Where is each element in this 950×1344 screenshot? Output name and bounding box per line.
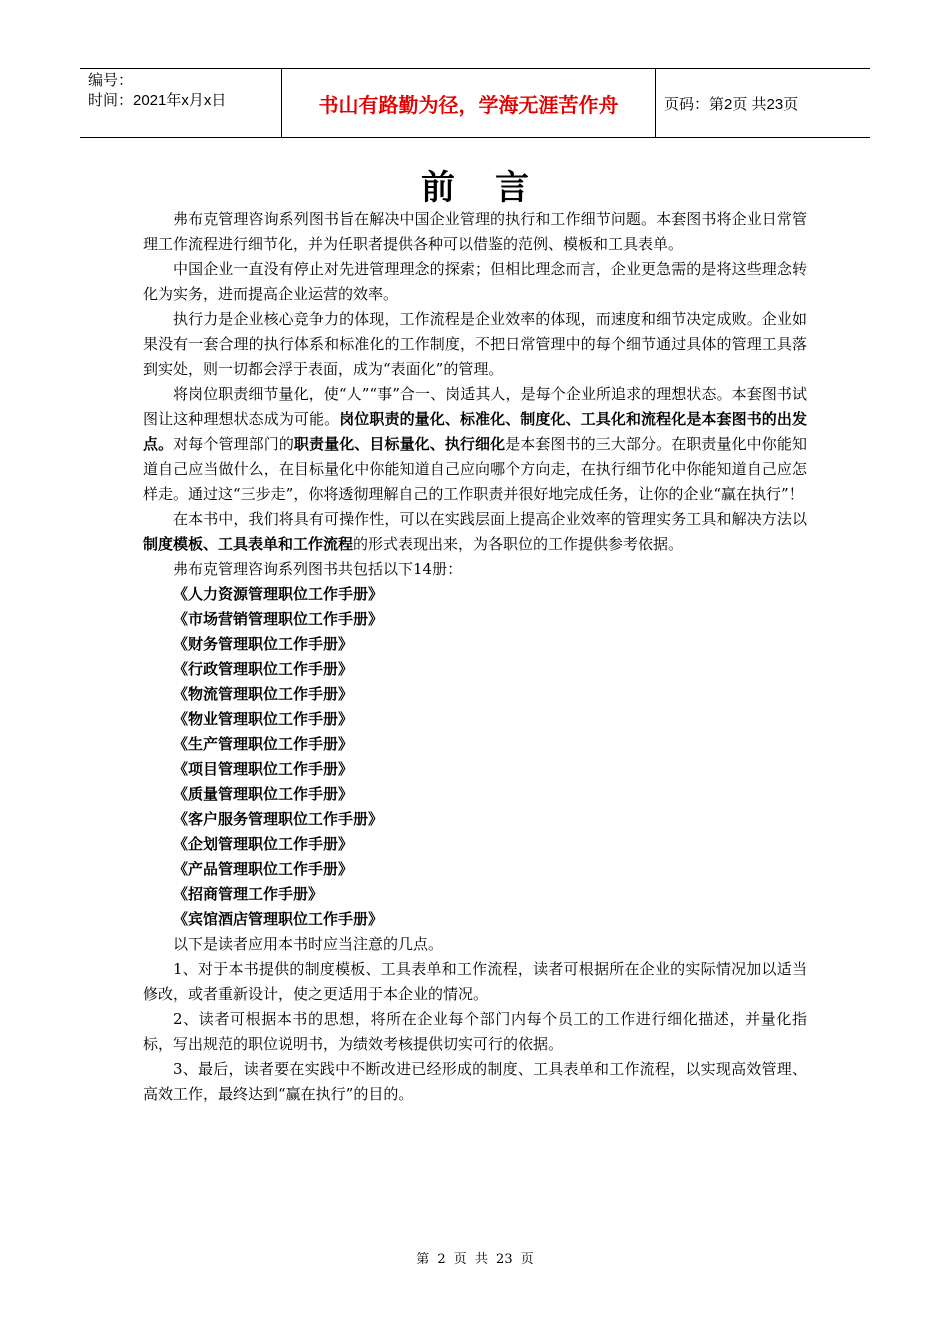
book-title: 《客户服务管理职位工作手册》 <box>173 810 384 828</box>
book-title: 《行政管理职位工作手册》 <box>173 660 354 678</box>
paragraph <box>143 507 807 557</box>
date-label: 时间：2021年x月x日 <box>88 92 227 109</box>
paragraph <box>143 382 807 507</box>
document-body <box>143 207 807 1107</box>
header-page-info: 页码：第2页 共23页 <box>664 95 799 113</box>
paragraph: 弗布克管理咨询系列图书旨在解决中国企业管理的执行和工作细节问题。本套图书将企业日常管理工作流程进行细节化，并为任职者提供各种可以借鉴的范例、模板和工具表单。 <box>143 210 807 253</box>
serial-label: 编号： <box>88 72 134 89</box>
book-title: 《企划管理职位工作手册》 <box>173 835 354 853</box>
note-item: 3、最后，读者要在实践中不断改进已经形成的制度、工具表单和工作流程，以实现高效管理、高效工作，最终达到“赢在执行”的目的。 <box>143 1060 807 1103</box>
page-footer: 第 2 页 共 23 页 <box>416 1252 534 1267</box>
book-title: 《宾馆酒店管理职位工作手册》 <box>173 910 384 928</box>
book-title: 《质量管理职位工作手册》 <box>173 785 354 803</box>
text-run: 将岗位职责细节量化，使“人”“事”合一、岗适其人，是每个企业所追求的理想状态。本套图书试图让这种理想状态成为可能。 <box>143 385 807 428</box>
bold-text-run: 岗位职责的量化、标准化、制度化、工具化和流程化是本套图书的出发点。 <box>143 410 807 453</box>
page-title: 前言 <box>421 168 569 208</box>
note-item: 1、对于本书提供的制度模板、工具表单和工作流程，读者可根据所在企业的实际情况加以适当修改，或者重新设计，使之更适用于本企业的情况。 <box>143 960 807 1003</box>
book-title: 《市场营销管理职位工作手册》 <box>173 610 384 628</box>
paragraph: 弗布克管理咨询系列图书共包括以下14册： <box>173 560 463 578</box>
page-header <box>80 68 870 138</box>
note-item: 2、读者可根据本书的思想，将所在企业每个部门内每个员工的工作进行细化描述，并量化指标，写出规范的职位说明书，为绩效考核提供切实可行的依据。 <box>143 1010 807 1053</box>
book-title: 《人力资源管理职位工作手册》 <box>173 585 384 603</box>
paragraph: 以下是读者应用本书时应当注意的几点。 <box>173 935 444 953</box>
paragraph: 执行力是企业核心竞争力的体现，工作流程是企业效率的体现，而速度和细节决定成败。企业如果没有一套合理的执行体系和标准化的工作制度，不把日常管理中的每个细节通过具体的管理工具落到实处，则一切都会浮于表面，成为“表面化”的管理。 <box>143 310 807 378</box>
book-title: 《项目管理职位工作手册》 <box>173 760 354 778</box>
header-meta <box>80 69 281 137</box>
text-run: 的形式表现出来，为各职位的工作提供参考依据。 <box>353 535 684 553</box>
text-run: 在本书中，我们将具有可操作性，可以在实践层面上提高企业效率的管理实务工具和解决方法以 <box>173 510 807 528</box>
book-title: 《物流管理职位工作手册》 <box>173 685 354 703</box>
book-title: 《物业管理职位工作手册》 <box>173 710 354 728</box>
text-run: 对每个管理部门的 <box>173 435 294 453</box>
book-title: 《生产管理职位工作手册》 <box>173 735 354 753</box>
book-title: 《财务管理职位工作手册》 <box>173 635 354 653</box>
book-title: 《产品管理职位工作手册》 <box>173 860 354 878</box>
bold-text-run: 制度模板、工具表单和工作流程 <box>143 535 354 553</box>
text-run: 是本套图书的三大部分。在职责量化中你能知道自己应当做什么，在目标量化中你能知道自己应向哪个方向走，在执行细节化中你能知道自己应怎样走。通过这“三步走”，你将透彻理解自己的工作职责并很好地完成任务，让你的企业“赢在执行”！ <box>143 435 807 503</box>
header-motto: 书山有路勤为径，学海无涯苦作舟 <box>281 69 656 137</box>
book-title: 《招商管理工作手册》 <box>173 885 324 903</box>
paragraph: 中国企业一直没有停止对先进管理理念的探索；但相比理念而言，企业更急需的是将这些理念转化为实务，进而提高企业运营的效率。 <box>143 260 807 303</box>
bold-text-run: 职责量化、目标量化、执行细化 <box>293 435 506 453</box>
